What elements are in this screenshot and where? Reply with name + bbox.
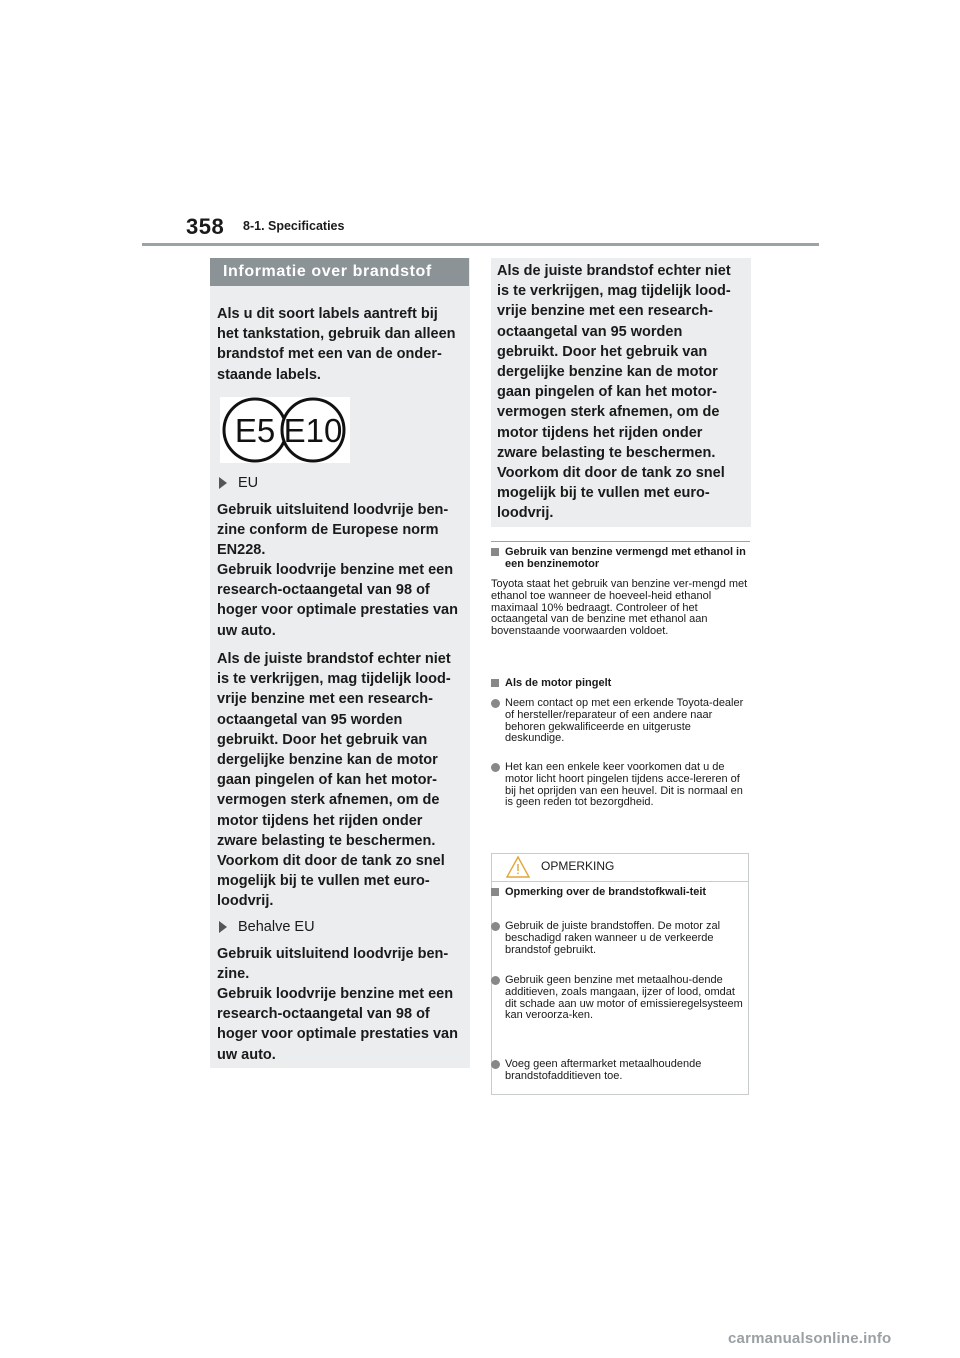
notice-heading-label: Opmerking over de brandstofkwali-teit [505,886,707,898]
ethanol-text: Toyota staat het gebruik van benzine ver-mengd met ethanol toe wanneer de hoeveel-heid ethanol maximaal 10% bedraagt. Controleer of het octaangetal van de benzine met ethanol aan bovenstaande voorwaarden voldoet. [491,578,748,638]
watermark: carmanualsonline.info [728,1330,892,1347]
knock-heading-label: Als de motor pingelt [505,677,612,689]
non-eu-heading [219,917,315,937]
notice-item [491,1059,749,1083]
continued-alternative-fuel: Als de juiste brandstof echter niet is te verkrijgen, mag tijdelijk lood-vrije benzine met een research-octaangetal van 95 worden gebruikt. Door het gebruik van dergelijke benzine kan de motor gaan pingelen of kan het motor-vermogen sterk afnemen, om de motor tijdens het rijden onder zware belasting te beschermen. Voorkom dit door de tank zo snel mogelijk bij te vullen met euro-loodvrij. [497,263,731,522]
non-eu-octane-advice: Gebruik loodvrije benzine met een research-octaangetal van 98 of hoger voor optimale prestaties van uw auto. [217,986,458,1063]
square-bullet-icon [491,888,499,896]
warning-icon [505,855,531,879]
triangle-bullet-icon [219,921,227,933]
square-bullet-icon [491,679,499,687]
knock-heading [491,677,749,689]
knock-item-text: Neem contact op met een erkende Toyota-dealer of hersteller/reparateur of een andere naar behoren gekwalificeerde en uitgeruste deskundige. [505,697,744,745]
eu-heading-label: EU [238,475,259,491]
circle-bullet-icon [491,976,500,985]
chapter-title: 8-1. Specificaties [243,219,345,233]
eu-requirement: Gebruik uitsluitend loodvrije ben-zine conform de Europese norm EN228. [217,502,449,559]
notice-item-text: Gebruik de juiste brandstoffen. De motor zal beschadigd raken wanneer u de verkeerde brandstof gebruikt. [505,920,721,956]
page-number: 358 [186,214,225,239]
knock-item [491,698,749,745]
triangle-bullet-icon [219,477,227,489]
notice-title: OPMERKING [541,859,615,873]
fuel-label-intro: Als u dit soort labels aantreft bij het tankstation, gebruik dan alleen brandstof met een van de onder-staande labels. [217,306,456,383]
notice-heading [491,886,749,898]
ethanol-heading-label: Gebruik van benzine vermengd met ethanol in een benzinemotor [505,546,746,570]
e10-label-text: E10 [283,412,343,449]
notice-item-text: Voeg geen aftermarket metaalhoudende brandstofadditieven toe. [505,1058,702,1082]
section-title: Informatie over brandstof [210,258,469,286]
notice-item [491,975,749,1022]
square-bullet-icon [491,548,499,556]
header-rule [142,243,819,246]
non-eu-heading-label: Behalve EU [238,919,315,935]
knock-item-text: Het kan een enkele keer voorkomen dat u de motor licht hoort pingelen tijdens acce-lereren of bij het oprijden van een heuvel. Dit is normaal en is geen reden tot bezorgdheid. [505,761,743,809]
non-eu-requirement: Gebruik uitsluitend loodvrije ben-zine. [217,946,449,983]
notice-item-text: Gebruik geen benzine met metaalhou-dende additieven, zoals mangaan, ijzer of lood, omdat dit schade aan uw motor of emissieregelsysteem kan veroorza-ken. [505,974,743,1022]
fuel-labels-graphic [220,397,350,463]
circle-bullet-icon [491,763,500,772]
circle-bullet-icon [491,699,500,708]
circle-bullet-icon [491,922,500,931]
e5-label-text: E5 [234,412,276,449]
notice-item [491,921,749,956]
ethanol-heading [491,546,749,570]
circle-bullet-icon [491,1060,500,1069]
fuel-labels-image [220,397,350,463]
eu-alternative-fuel: Als de juiste brandstof echter niet is te verkrijgen, mag tijdelijk lood-vrije benzine met een research-octaangetal van 95 worden gebruikt. Door het gebruik van dergelijke benzine kan de motor gaan pingelen of kan het motor-vermogen sterk afnemen, om de motor tijdens het rijden onder zware belasting te beschermen. Voorkom dit door de tank zo snel mogelijk bij te vullen met euro-loodvrij. [217,651,451,910]
section-divider [491,541,750,542]
knock-item [491,762,749,809]
eu-octane-advice: Gebruik loodvrije benzine met een research-octaangetal van 98 of hoger voor optimale prestaties van uw auto. [217,562,458,639]
eu-heading [219,473,258,493]
